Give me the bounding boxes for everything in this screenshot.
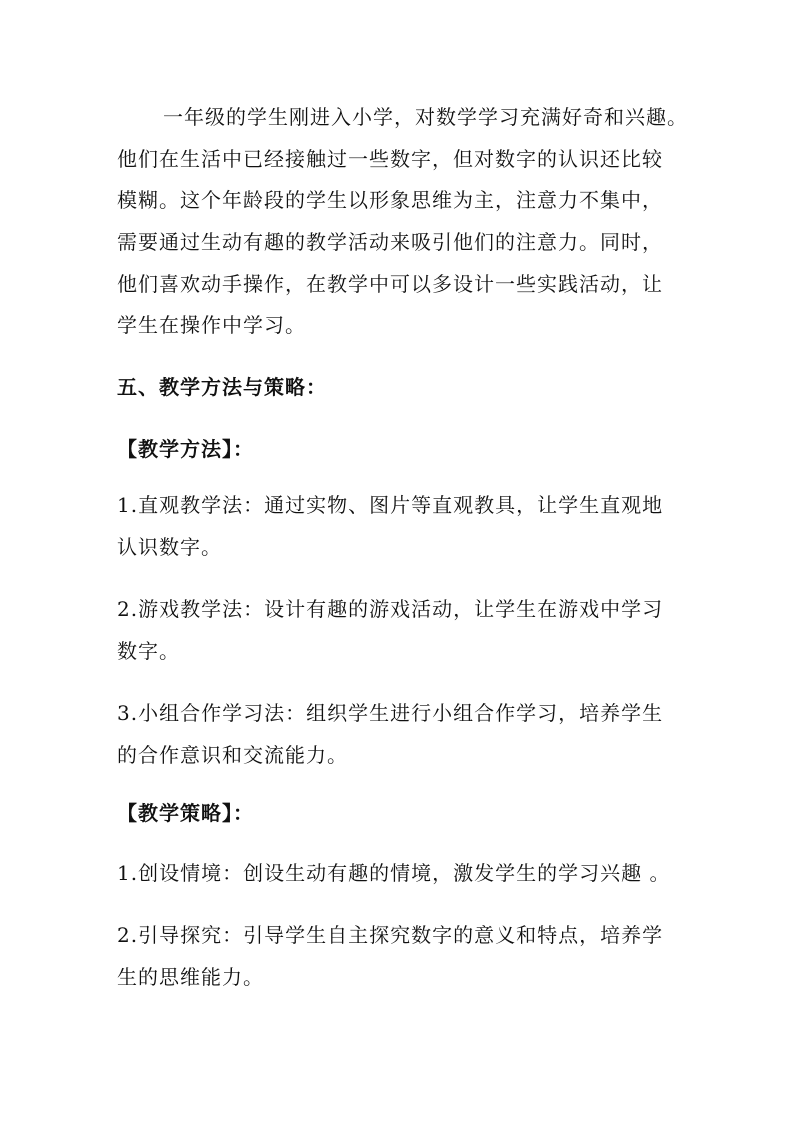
method-1-line-1: 1.直观教学法：通过实物、图片等直观教具，让学生直观地 — [117, 493, 664, 517]
method-1-line-2: 认识数字。 — [117, 535, 222, 559]
intro-line-6: 学生在操作中学习。 — [117, 313, 306, 337]
intro-line-2: 他们在生活中已经接触过一些数字，但对数字的认识还比较 — [117, 147, 663, 171]
strategy-1-line-1: 1.创设情境：创设生动有趣的情境，激发学生的学习兴趣 。 — [117, 861, 671, 885]
strategies-heading: 【教学策略】： — [117, 801, 254, 825]
intro-line-5: 他们喜欢动手操作，在教学中可以多设计一些实践活动，让 — [117, 272, 663, 296]
intro-line-3: 模糊。这个年龄段的学生以形象思维为主，注意力不集中， — [117, 188, 663, 212]
method-2-line-2: 数字。 — [117, 639, 180, 663]
method-3-line-1: 3.小组合作学习法：组织学生进行小组合作学习，培养学生 — [117, 701, 664, 725]
method-3-line-2: 的合作意识和交流能力。 — [117, 743, 348, 767]
method-2-line-1: 2.游戏教学法：设计有趣的游戏活动，让学生在游戏中学习 — [117, 597, 664, 621]
strategy-2-line-2: 生的思维能力。 — [117, 965, 264, 989]
section-title: 五、教学方法与策略： — [117, 375, 327, 399]
intro-line-1: 一年级的学生刚进入小学，对数学学习充满好奇和兴趣。 — [163, 105, 688, 129]
intro-line-4: 需要通过生动有趣的教学活动来吸引他们的注意力。同时， — [117, 230, 663, 254]
methods-heading: 【教学方法】： — [117, 437, 254, 461]
strategy-2-line-1: 2.引导探究：引导学生自主探究数字的意义和特点，培养学 — [117, 923, 664, 947]
